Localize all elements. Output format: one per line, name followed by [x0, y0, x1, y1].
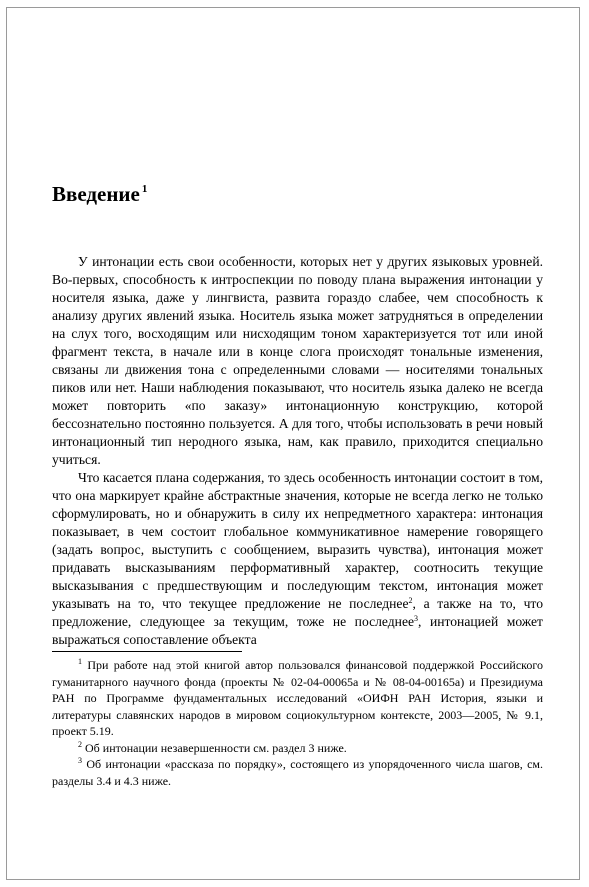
paragraph-2-part-3: , интонацией может выражаться сопоставление объекта: [52, 614, 543, 647]
footnote-2: [52, 740, 543, 757]
footnote-1: [52, 657, 543, 740]
paragraph-2: [52, 469, 543, 649]
footnote-1-mark: 1: [78, 657, 82, 666]
footnote-separator: [52, 651, 242, 652]
main-text: [52, 253, 543, 649]
footnote-2-text: Об интонации незавершенности см. раздел 3 ниже.: [82, 740, 347, 755]
paragraph-2-part-2: , а также на то, что предложение, следующее за текущим, тоже не последнее: [52, 596, 543, 629]
page-title: [52, 181, 147, 207]
footnote-mark-2: 2: [408, 596, 413, 605]
title-footnote-mark: 1: [141, 183, 148, 195]
footnote-mark-3: 3: [414, 614, 419, 623]
footnote-3-mark: 3: [78, 756, 82, 765]
title-text: Введение: [52, 182, 140, 206]
footnote-3: [52, 756, 543, 789]
footnote-1-text: При работе над этой книгой автор пользовался финансовой поддержкой Российского гуманитарного научного фонда (проекты № 02-04-00065а и № 08-04-00165а) и Президиума РАН по Программе фундаментальных исследований «ОИФН РАН История, языки и литературы славянских народов в мировом социокультурном контексте, 2003—2005, № 9.1, проект 5.19.: [52, 658, 543, 738]
footnotes: [52, 657, 543, 789]
footnote-2-mark: 2: [78, 739, 82, 749]
footnote-3-text: Об интонации «рассказа по порядку», состоящего из упорядоченного числа шагов, см. разделы 3.4 и 4.3 ниже.: [52, 757, 543, 788]
paragraph-2-part-1: Что касается плана содержания, то здесь особенность интонации состоит в том, что она маркирует крайне абстрактные значения, которые не всегда легко не только сформулировать, но и обнаружить в силу их непредметного характера: интонация показывает, в чем состоит глобальное коммуникативное намерение говорящего (задать вопрос, выступить с сообщением, выразить чувства), интонация может придавать высказываниям перформативный характер, соотносить текущие высказывания с предшествующим и последующим текстом, интонация может указывать на то, что текущее предложение не последнее: [52, 470, 543, 611]
paragraph-1: У интонации есть свои особенности, которых нет у других языковых уровней. Во-первых, способность к интроспекции по поводу плана выражения интонации у носителя языка, даже у лингвиста, развита гораздо слабее, чем способность к анализу других явлений языка. Носитель языка может затрудняться в определении на слух того, восходящим или нисходящим тоном характеризуется тот или иной фрагмент текста, в начале или в конце слога происходят тональные изменения, связаны ли движения тона с определенными словами — носителями тональных пиков или нет. Наши наблюдения показывают, что носитель языка далеко не всегда может повторить «по заказу» интонационную конструкцию, которой бессознательно постоянно пользуется. А для того, чтобы использовать в речи новый интонационный тип неродного языка, нам, как правило, приходится специально учиться.: [52, 254, 543, 467]
